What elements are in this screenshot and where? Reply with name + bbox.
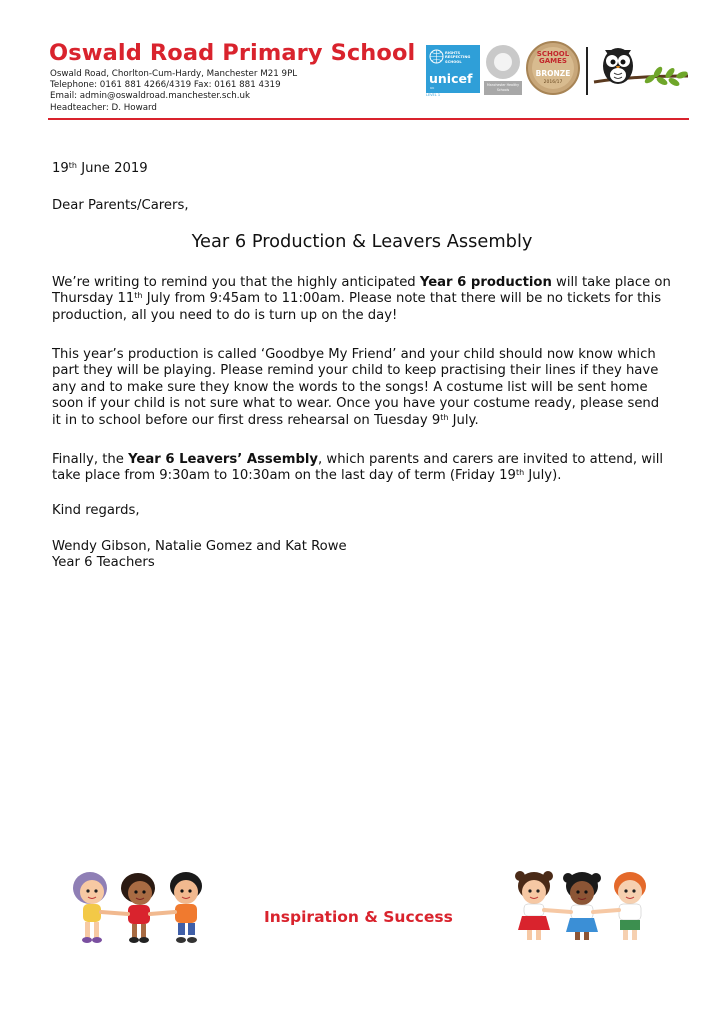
date-suffix: th xyxy=(68,161,77,170)
p1-sup: th xyxy=(134,291,143,301)
address: Oswald Road, Chorlton-Cum-Hardy, Manchester M21 9PL xyxy=(50,69,298,79)
p3-sup: th xyxy=(515,468,525,478)
date-day: 19 xyxy=(52,161,69,176)
globe-icon xyxy=(429,49,444,64)
rrs-level: LEVEL 1 xyxy=(426,93,441,97)
date-month-year: June 2019 xyxy=(77,161,148,176)
unicef-label: unicef xyxy=(429,71,473,86)
email: Email: admin@oswaldroad.manchester.sch.uk xyxy=(50,91,251,102)
p1-bold: Year 6 production xyxy=(419,275,552,290)
school-games-title: SCHOOL GAMES xyxy=(536,50,570,65)
p3-text-a: Finally, the xyxy=(52,452,129,467)
p3-text-d: July). xyxy=(524,468,562,484)
children-illustration-right-icon xyxy=(510,862,660,948)
letterhead-rule xyxy=(48,118,689,120)
paragraph-leavers-assembly xyxy=(52,452,672,485)
p3-bold: Year 6 Leavers’ Assembly xyxy=(128,452,319,467)
rrs-label: RIGHTS RESPECTING SCHOOL xyxy=(445,51,471,64)
rights-respecting-school-logo xyxy=(426,45,480,93)
children-illustration-left-icon xyxy=(68,862,218,948)
p1-text-d: July from 9:45am to 11:00am. Please note that there will be no tickets for this production, all you need to do is turn up on the day! xyxy=(52,291,662,323)
p2-text-b: July. xyxy=(448,412,479,428)
p2-text-a: This year’s production is called ‘Goodbye My Friend’ and your child should now know which part they will be playing. Please remind your child to keep practising their lines if they have any and to make sure they know the words to the songs! A costume list will be sent home soon if your child is not sure what to wear. Once you have your costume ready, please send it in to school before our first dress rehearsal on Tuesday 9 xyxy=(52,347,660,428)
unicef-sub-label: UK xyxy=(430,86,435,90)
paragraph-production xyxy=(52,275,672,324)
healthy-schools-logo xyxy=(484,45,522,99)
school-games-badge xyxy=(526,41,580,95)
school-name: Oswald Road Primary School xyxy=(49,40,416,66)
p2-sup: th xyxy=(440,412,449,422)
headteacher: Headteacher: D. Howard xyxy=(50,102,157,113)
signer-role: Year 6 Teachers xyxy=(52,555,155,571)
signer-names: Wendy Gibson, Natalie Gomez and Kat Rowe xyxy=(52,539,347,554)
letter-date xyxy=(52,161,148,176)
contact-details xyxy=(50,69,297,114)
signature-block xyxy=(52,539,347,572)
logo-divider xyxy=(586,47,588,95)
closing: Kind regards, xyxy=(52,503,140,518)
healthy-schools-emblem xyxy=(494,53,512,71)
p1-text-c: will take place on Thursday 11 xyxy=(52,275,671,307)
greeting: Dear Parents/Carers, xyxy=(52,198,189,213)
paragraph-costumes xyxy=(52,347,672,429)
school-games-level: BRONZE xyxy=(535,69,571,78)
owl-logo-icon xyxy=(592,42,692,102)
telephone: Telephone: 0161 881 4266/4319 Fax: 0161 881 4319 xyxy=(50,80,281,91)
p1-text-a: We’re writing to remind you that the highly anticipated xyxy=(52,275,420,290)
p3-text-c: , which parents and carers are invited to attend, will take place from 9:30am to 10:30am on the last day of term (Friday 19 xyxy=(52,452,664,484)
letter-heading: Year 6 Production & Leavers Assembly xyxy=(191,231,533,252)
healthy-schools-tag: Manchester Healthy Schools xyxy=(484,81,522,95)
school-games-year: 2016/17 xyxy=(543,80,563,85)
footer-motto: Inspiration & Success xyxy=(264,908,453,926)
